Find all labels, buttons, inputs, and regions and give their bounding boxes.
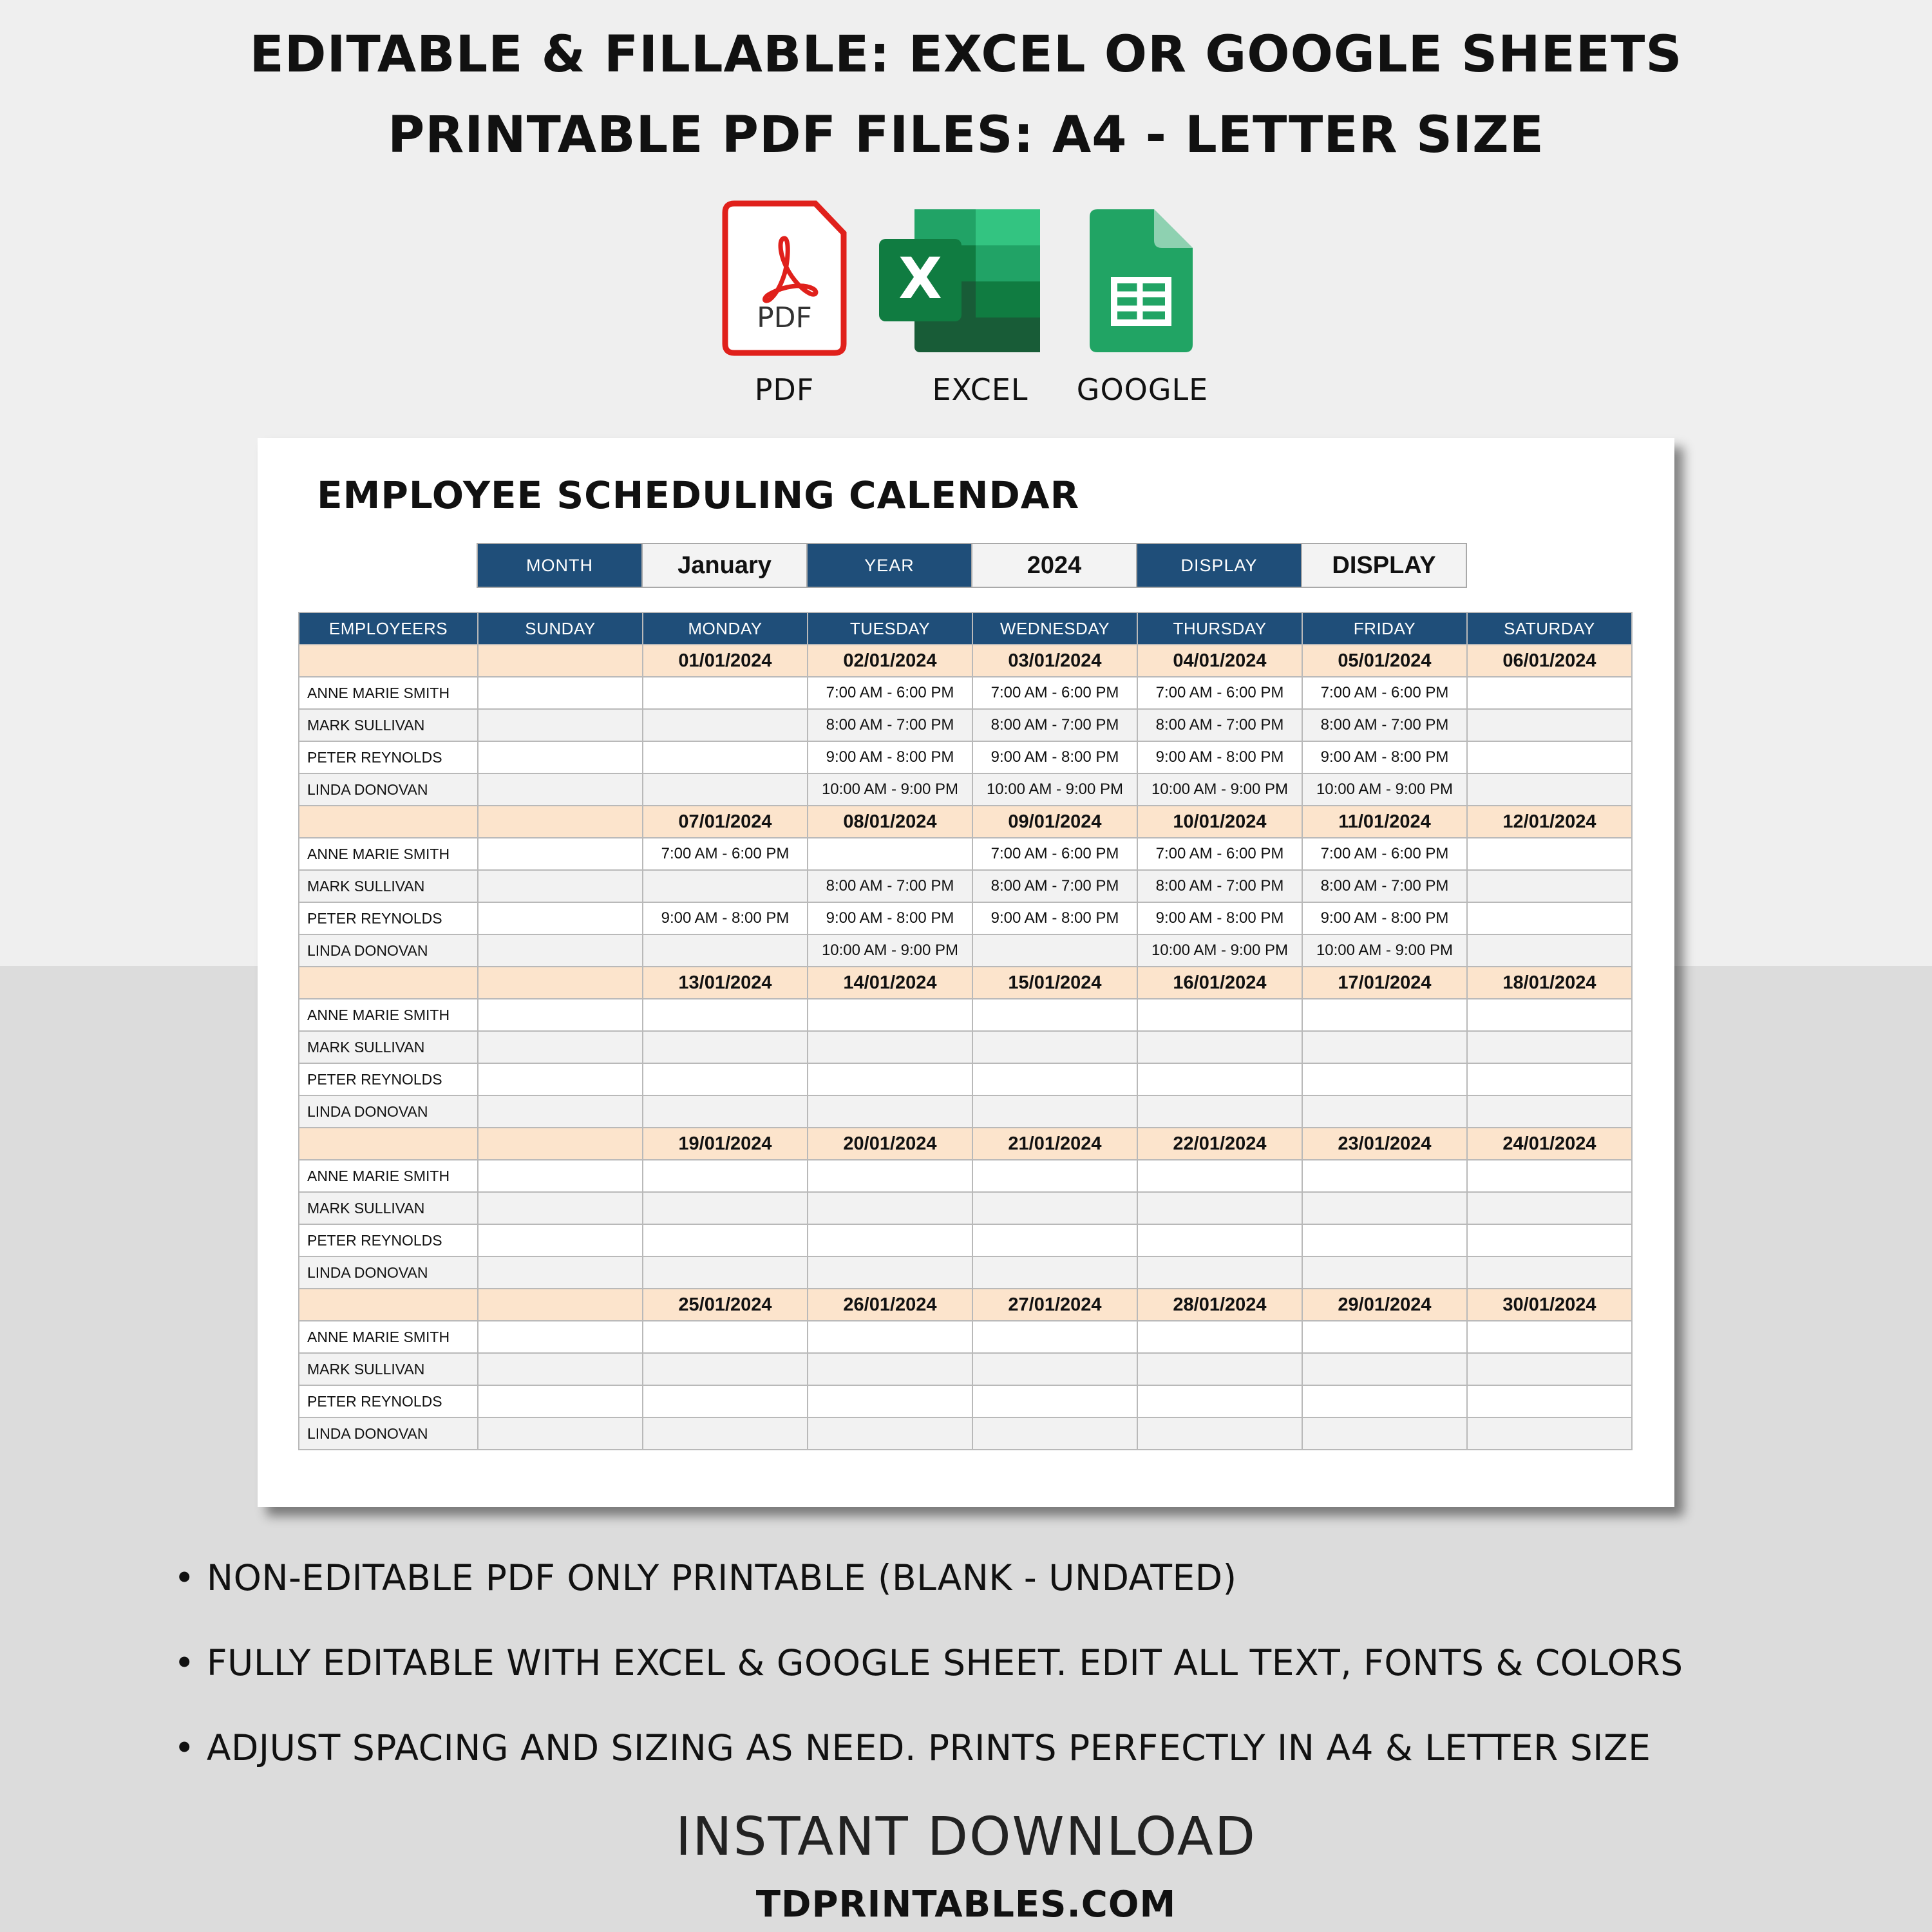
- month-label: MONTH: [478, 544, 643, 587]
- shift-cell[interactable]: [808, 1417, 972, 1450]
- shift-cell[interactable]: [478, 999, 643, 1031]
- google-sheets-icon: [1090, 209, 1193, 355]
- employee-row: [299, 1031, 1632, 1063]
- employee-row: [299, 902, 1632, 934]
- calendar-sheet: [258, 438, 1674, 1507]
- employee-row: [299, 773, 1632, 806]
- header-tuesday: TUESDAY: [808, 612, 972, 645]
- shift-cell[interactable]: [1467, 1192, 1632, 1224]
- shift-cell[interactable]: [643, 677, 808, 709]
- shift-cell[interactable]: [1302, 1063, 1467, 1095]
- date-cell[interactable]: 01/01/2024: [643, 645, 808, 677]
- shift-cell[interactable]: [643, 1224, 808, 1256]
- excel-label: EXCEL: [932, 372, 1028, 407]
- date-cell[interactable]: 18/01/2024: [1467, 967, 1632, 999]
- shift-cell[interactable]: 7:00 AM - 6:00 PM: [972, 838, 1137, 870]
- shift-cell[interactable]: [808, 1321, 972, 1353]
- date-cell[interactable]: 11/01/2024: [1302, 806, 1467, 838]
- date-row: [299, 1128, 1632, 1160]
- date-cell[interactable]: [478, 1289, 643, 1321]
- shift-cell[interactable]: [478, 1417, 643, 1450]
- date-cell[interactable]: [299, 806, 478, 838]
- date-cell[interactable]: [299, 1289, 478, 1321]
- employee-name-cell[interactable]: LINDA DONOVAN: [299, 1417, 478, 1450]
- calendar-title: EMPLOYEE SCHEDULING CALENDAR: [317, 473, 1080, 517]
- shift-cell[interactable]: [1467, 1031, 1632, 1063]
- employee-row: [299, 1321, 1632, 1353]
- shift-cell[interactable]: 7:00 AM - 6:00 PM: [972, 677, 1137, 709]
- date-cell[interactable]: 16/01/2024: [1137, 967, 1302, 999]
- shift-cell[interactable]: [1302, 1192, 1467, 1224]
- shift-cell[interactable]: [972, 1321, 1137, 1353]
- shift-cell[interactable]: [972, 1385, 1137, 1417]
- headline-printable: PRINTABLE PDF FILES: A4 - LETTER SIZE: [388, 106, 1544, 164]
- pdf-file-icon: [720, 200, 849, 360]
- shift-cell[interactable]: [1302, 999, 1467, 1031]
- shift-cell[interactable]: [1467, 870, 1632, 902]
- shift-cell[interactable]: [972, 1192, 1137, 1224]
- employee-name-cell[interactable]: PETER REYNOLDS: [299, 1063, 478, 1095]
- svg-text:PDF: PDF: [757, 301, 812, 334]
- shift-cell[interactable]: [478, 773, 643, 806]
- employee-name-cell[interactable]: MARK SULLIVAN: [299, 1353, 478, 1385]
- shift-cell[interactable]: [1137, 1224, 1302, 1256]
- shift-cell[interactable]: 7:00 AM - 6:00 PM: [808, 677, 972, 709]
- shift-cell[interactable]: [478, 1224, 643, 1256]
- year-label: YEAR: [808, 544, 972, 587]
- shift-cell[interactable]: [972, 1353, 1137, 1385]
- shift-cell[interactable]: 7:00 AM - 6:00 PM: [643, 838, 808, 870]
- shift-cell[interactable]: [478, 709, 643, 741]
- date-cell[interactable]: 28/01/2024: [1137, 1289, 1302, 1321]
- shift-cell[interactable]: [1467, 677, 1632, 709]
- shift-cell[interactable]: [478, 1353, 643, 1385]
- shift-cell[interactable]: 9:00 AM - 8:00 PM: [972, 902, 1137, 934]
- shift-cell[interactable]: [643, 741, 808, 773]
- shift-cell[interactable]: 8:00 AM - 7:00 PM: [1302, 870, 1467, 902]
- shift-cell[interactable]: [808, 838, 972, 870]
- shift-cell[interactable]: [972, 1224, 1137, 1256]
- shift-cell[interactable]: [1302, 1224, 1467, 1256]
- employee-name-cell[interactable]: LINDA DONOVAN: [299, 1256, 478, 1289]
- employee-name-cell[interactable]: ANNE MARIE SMITH: [299, 1160, 478, 1192]
- employee-row: [299, 1417, 1632, 1450]
- header-monday: MONDAY: [643, 612, 808, 645]
- shift-cell[interactable]: [478, 1095, 643, 1128]
- shift-cell[interactable]: [478, 1385, 643, 1417]
- employee-name-cell[interactable]: LINDA DONOVAN: [299, 773, 478, 806]
- date-cell[interactable]: [299, 1128, 478, 1160]
- employee-row: [299, 1063, 1632, 1095]
- calendar-controls: [477, 543, 1467, 588]
- header-wednesday: WEDNESDAY: [972, 612, 1137, 645]
- shift-cell[interactable]: [643, 709, 808, 741]
- instant-download-text: INSTANT DOWNLOAD: [675, 1806, 1257, 1868]
- shift-cell[interactable]: [1137, 1353, 1302, 1385]
- header-employees: EMPLOYEERS: [299, 612, 478, 645]
- shift-cell[interactable]: 10:00 AM - 9:00 PM: [1302, 934, 1467, 967]
- employee-name-cell[interactable]: ANNE MARIE SMITH: [299, 677, 478, 709]
- google-label: GOOGLE: [1076, 372, 1209, 407]
- shift-cell[interactable]: [808, 1256, 972, 1289]
- employee-row: [299, 1385, 1632, 1417]
- header-saturday: SATURDAY: [1467, 612, 1632, 645]
- shift-cell[interactable]: [1467, 999, 1632, 1031]
- feature-bullet-pdf: • NON-EDITABLE PDF ONLY PRINTABLE (BLANK - UNDATED): [174, 1557, 1237, 1598]
- shift-cell[interactable]: [808, 1031, 972, 1063]
- shift-cell[interactable]: [478, 902, 643, 934]
- shift-cell[interactable]: [1137, 1063, 1302, 1095]
- shift-cell[interactable]: [972, 1031, 1137, 1063]
- date-cell[interactable]: 30/01/2024: [1467, 1289, 1632, 1321]
- employee-row: [299, 709, 1632, 741]
- date-cell[interactable]: 10/01/2024: [1137, 806, 1302, 838]
- shift-cell[interactable]: [1137, 1160, 1302, 1192]
- header-sunday: SUNDAY: [478, 612, 643, 645]
- shift-cell[interactable]: [972, 1160, 1137, 1192]
- employee-row: [299, 677, 1632, 709]
- date-cell[interactable]: 09/01/2024: [972, 806, 1137, 838]
- date-cell[interactable]: 08/01/2024: [808, 806, 972, 838]
- shift-cell[interactable]: [1137, 999, 1302, 1031]
- date-cell[interactable]: 06/01/2024: [1467, 645, 1632, 677]
- shift-cell[interactable]: [478, 1192, 643, 1224]
- shift-cell[interactable]: 10:00 AM - 9:00 PM: [1137, 934, 1302, 967]
- shift-cell[interactable]: [1467, 1063, 1632, 1095]
- date-cell[interactable]: 05/01/2024: [1302, 645, 1467, 677]
- date-cell[interactable]: 20/01/2024: [808, 1128, 972, 1160]
- employee-name-cell[interactable]: PETER REYNOLDS: [299, 741, 478, 773]
- date-cell[interactable]: [478, 1128, 643, 1160]
- shift-cell[interactable]: [1467, 1256, 1632, 1289]
- feature-bullet-editable: • FULLY EDITABLE WITH EXCEL & GOOGLE SHEET. EDIT ALL TEXT, FONTS & COLORS: [174, 1642, 1683, 1683]
- display-label: DISPLAY: [1137, 544, 1302, 587]
- shift-cell[interactable]: 10:00 AM - 9:00 PM: [972, 773, 1137, 806]
- shift-cell[interactable]: 10:00 AM - 9:00 PM: [1137, 773, 1302, 806]
- shift-cell[interactable]: [643, 1063, 808, 1095]
- shift-cell[interactable]: [1137, 1417, 1302, 1450]
- shift-cell[interactable]: [478, 677, 643, 709]
- shift-cell[interactable]: [1137, 1256, 1302, 1289]
- shift-cell[interactable]: [972, 999, 1137, 1031]
- shift-cell[interactable]: 7:00 AM - 6:00 PM: [1302, 677, 1467, 709]
- employee-row: [299, 1095, 1632, 1128]
- shift-cell[interactable]: 8:00 AM - 7:00 PM: [972, 870, 1137, 902]
- employee-name-cell[interactable]: LINDA DONOVAN: [299, 1095, 478, 1128]
- date-cell[interactable]: 27/01/2024: [972, 1289, 1137, 1321]
- shift-cell[interactable]: [1467, 838, 1632, 870]
- shift-cell[interactable]: [808, 1160, 972, 1192]
- date-cell[interactable]: 23/01/2024: [1302, 1128, 1467, 1160]
- shift-cell[interactable]: [1302, 1417, 1467, 1450]
- shift-cell[interactable]: [1467, 1160, 1632, 1192]
- shift-cell[interactable]: 8:00 AM - 7:00 PM: [1137, 870, 1302, 902]
- date-cell[interactable]: [478, 806, 643, 838]
- date-cell[interactable]: 19/01/2024: [643, 1128, 808, 1160]
- shift-cell[interactable]: [1302, 1385, 1467, 1417]
- employee-row: [299, 870, 1632, 902]
- month-value[interactable]: January: [643, 544, 808, 587]
- shift-cell[interactable]: [478, 1256, 643, 1289]
- shift-cell[interactable]: [643, 1321, 808, 1353]
- shift-cell[interactable]: [1467, 1321, 1632, 1353]
- shift-cell[interactable]: [972, 1095, 1137, 1128]
- shift-cell[interactable]: [1467, 1224, 1632, 1256]
- date-cell[interactable]: [299, 967, 478, 999]
- headline-editable: EDITABLE & FILLABLE: EXCEL OR GOOGLE SHEETS: [249, 26, 1683, 84]
- shift-cell[interactable]: 9:00 AM - 8:00 PM: [643, 902, 808, 934]
- shift-cell[interactable]: [478, 1160, 643, 1192]
- date-cell[interactable]: [478, 645, 643, 677]
- shift-cell[interactable]: [643, 934, 808, 967]
- shift-cell[interactable]: [972, 1063, 1137, 1095]
- shift-cell[interactable]: [1302, 1031, 1467, 1063]
- shift-cell[interactable]: [643, 773, 808, 806]
- shift-cell[interactable]: [1467, 1385, 1632, 1417]
- employee-row: [299, 934, 1632, 967]
- shift-cell[interactable]: [1467, 773, 1632, 806]
- date-cell[interactable]: 13/01/2024: [643, 967, 808, 999]
- shift-cell[interactable]: [1467, 1353, 1632, 1385]
- shift-cell[interactable]: [478, 1031, 643, 1063]
- date-cell[interactable]: 26/01/2024: [808, 1289, 972, 1321]
- employee-name-cell[interactable]: MARK SULLIVAN: [299, 1031, 478, 1063]
- employee-name-cell[interactable]: PETER REYNOLDS: [299, 1224, 478, 1256]
- feature-bullet-sizing: • ADJUST SPACING AND SIZING AS NEED. PRINTS PERFECTLY IN A4 & LETTER SIZE: [174, 1727, 1651, 1768]
- shift-cell[interactable]: [643, 1160, 808, 1192]
- shift-cell[interactable]: [643, 1256, 808, 1289]
- shift-cell[interactable]: [643, 1031, 808, 1063]
- date-cell[interactable]: 21/01/2024: [972, 1128, 1137, 1160]
- shift-cell[interactable]: [972, 1417, 1137, 1450]
- employee-name-cell[interactable]: MARK SULLIVAN: [299, 709, 478, 741]
- header-thursday: THURSDAY: [1137, 612, 1302, 645]
- shift-cell[interactable]: [1137, 1192, 1302, 1224]
- pdf-label: PDF: [754, 372, 815, 407]
- date-cell[interactable]: 07/01/2024: [643, 806, 808, 838]
- shift-cell[interactable]: [643, 1417, 808, 1450]
- employee-row: [299, 741, 1632, 773]
- shift-cell[interactable]: 8:00 AM - 7:00 PM: [1137, 709, 1302, 741]
- date-cell[interactable]: [299, 645, 478, 677]
- shift-cell[interactable]: 7:00 AM - 6:00 PM: [1137, 677, 1302, 709]
- shift-cell[interactable]: [1467, 1095, 1632, 1128]
- employee-row: [299, 838, 1632, 870]
- shift-cell[interactable]: [478, 741, 643, 773]
- shift-cell[interactable]: [1137, 1321, 1302, 1353]
- shift-cell[interactable]: [1467, 741, 1632, 773]
- date-cell[interactable]: 24/01/2024: [1467, 1128, 1632, 1160]
- shift-cell[interactable]: [478, 870, 643, 902]
- date-row: [299, 645, 1632, 677]
- date-cell[interactable]: 15/01/2024: [972, 967, 1137, 999]
- date-cell[interactable]: 14/01/2024: [808, 967, 972, 999]
- shift-cell[interactable]: [1302, 1095, 1467, 1128]
- shift-cell[interactable]: [1137, 1385, 1302, 1417]
- date-cell[interactable]: 29/01/2024: [1302, 1289, 1467, 1321]
- shift-cell[interactable]: [1467, 709, 1632, 741]
- shift-cell[interactable]: [1302, 1160, 1467, 1192]
- shift-cell[interactable]: [643, 1192, 808, 1224]
- employee-name-cell[interactable]: MARK SULLIVAN: [299, 1192, 478, 1224]
- shift-cell[interactable]: [972, 1256, 1137, 1289]
- employee-name-cell[interactable]: ANNE MARIE SMITH: [299, 838, 478, 870]
- year-value[interactable]: 2024: [972, 544, 1137, 587]
- employee-name-cell[interactable]: ANNE MARIE SMITH: [299, 1321, 478, 1353]
- employee-name-cell[interactable]: PETER REYNOLDS: [299, 902, 478, 934]
- shift-cell[interactable]: [808, 1063, 972, 1095]
- shift-cell[interactable]: 9:00 AM - 8:00 PM: [808, 741, 972, 773]
- shift-cell[interactable]: [1467, 902, 1632, 934]
- shift-cell[interactable]: [478, 838, 643, 870]
- date-cell[interactable]: 04/01/2024: [1137, 645, 1302, 677]
- date-cell[interactable]: 12/01/2024: [1467, 806, 1632, 838]
- shift-cell[interactable]: [478, 1321, 643, 1353]
- employee-row: [299, 1353, 1632, 1385]
- employee-name-cell[interactable]: LINDA DONOVAN: [299, 934, 478, 967]
- shift-cell[interactable]: 8:00 AM - 7:00 PM: [808, 870, 972, 902]
- shift-cell[interactable]: [808, 999, 972, 1031]
- header-friday: FRIDAY: [1302, 612, 1467, 645]
- shift-cell[interactable]: [808, 1353, 972, 1385]
- employee-name-cell[interactable]: ANNE MARIE SMITH: [299, 999, 478, 1031]
- employee-row: [299, 999, 1632, 1031]
- shift-cell[interactable]: 9:00 AM - 8:00 PM: [808, 902, 972, 934]
- employee-row: [299, 1256, 1632, 1289]
- date-row: [299, 967, 1632, 999]
- shift-cell[interactable]: [808, 1385, 972, 1417]
- shift-cell[interactable]: [1137, 1095, 1302, 1128]
- employee-name-cell[interactable]: PETER REYNOLDS: [299, 1385, 478, 1417]
- shift-cell[interactable]: [1302, 1353, 1467, 1385]
- shift-cell[interactable]: [972, 934, 1137, 967]
- date-cell[interactable]: 25/01/2024: [643, 1289, 808, 1321]
- display-value[interactable]: DISPLAY: [1302, 544, 1466, 587]
- shift-cell[interactable]: [478, 934, 643, 967]
- shift-cell[interactable]: [478, 1063, 643, 1095]
- shift-cell[interactable]: [808, 1095, 972, 1128]
- shift-cell[interactable]: 9:00 AM - 8:00 PM: [1137, 741, 1302, 773]
- employee-row: [299, 1192, 1632, 1224]
- shift-cell[interactable]: 9:00 AM - 8:00 PM: [1302, 741, 1467, 773]
- shift-cell[interactable]: [643, 1385, 808, 1417]
- date-cell[interactable]: 17/01/2024: [1302, 967, 1467, 999]
- date-row: [299, 806, 1632, 838]
- employee-row: [299, 1160, 1632, 1192]
- shift-cell[interactable]: [643, 1353, 808, 1385]
- header-row: [299, 612, 1632, 645]
- date-cell[interactable]: 22/01/2024: [1137, 1128, 1302, 1160]
- shift-cell[interactable]: 8:00 AM - 7:00 PM: [808, 709, 972, 741]
- schedule-table: [298, 612, 1633, 1450]
- date-row: [299, 1289, 1632, 1321]
- employee-row: [299, 1224, 1632, 1256]
- shift-cell[interactable]: [643, 999, 808, 1031]
- shift-cell[interactable]: [1467, 1417, 1632, 1450]
- shift-cell[interactable]: [1302, 1256, 1467, 1289]
- svg-text:X: X: [898, 245, 942, 312]
- shift-cell[interactable]: 10:00 AM - 9:00 PM: [808, 934, 972, 967]
- shift-cell[interactable]: 9:00 AM - 8:00 PM: [1302, 902, 1467, 934]
- shift-cell[interactable]: [808, 1224, 972, 1256]
- schedule-body: [299, 645, 1632, 1450]
- shift-cell[interactable]: 7:00 AM - 6:00 PM: [1137, 838, 1302, 870]
- shift-cell[interactable]: 8:00 AM - 7:00 PM: [972, 709, 1137, 741]
- shift-cell[interactable]: 8:00 AM - 7:00 PM: [1302, 709, 1467, 741]
- site-url: TDPRINTABLES.COM: [755, 1884, 1177, 1926]
- shift-cell[interactable]: [643, 870, 808, 902]
- shift-cell[interactable]: [808, 1192, 972, 1224]
- shift-cell[interactable]: [643, 1095, 808, 1128]
- date-cell[interactable]: [478, 967, 643, 999]
- date-cell[interactable]: 03/01/2024: [972, 645, 1137, 677]
- shift-cell[interactable]: 9:00 AM - 8:00 PM: [1137, 902, 1302, 934]
- shift-cell[interactable]: 9:00 AM - 8:00 PM: [972, 741, 1137, 773]
- excel-logo-icon: [879, 209, 1043, 355]
- shift-cell[interactable]: 10:00 AM - 9:00 PM: [808, 773, 972, 806]
- shift-cell[interactable]: 7:00 AM - 6:00 PM: [1302, 838, 1467, 870]
- shift-cell[interactable]: 10:00 AM - 9:00 PM: [1302, 773, 1467, 806]
- employee-name-cell[interactable]: MARK SULLIVAN: [299, 870, 478, 902]
- shift-cell[interactable]: [1302, 1321, 1467, 1353]
- shift-cell[interactable]: [1137, 1031, 1302, 1063]
- date-cell[interactable]: 02/01/2024: [808, 645, 972, 677]
- shift-cell[interactable]: [1467, 934, 1632, 967]
